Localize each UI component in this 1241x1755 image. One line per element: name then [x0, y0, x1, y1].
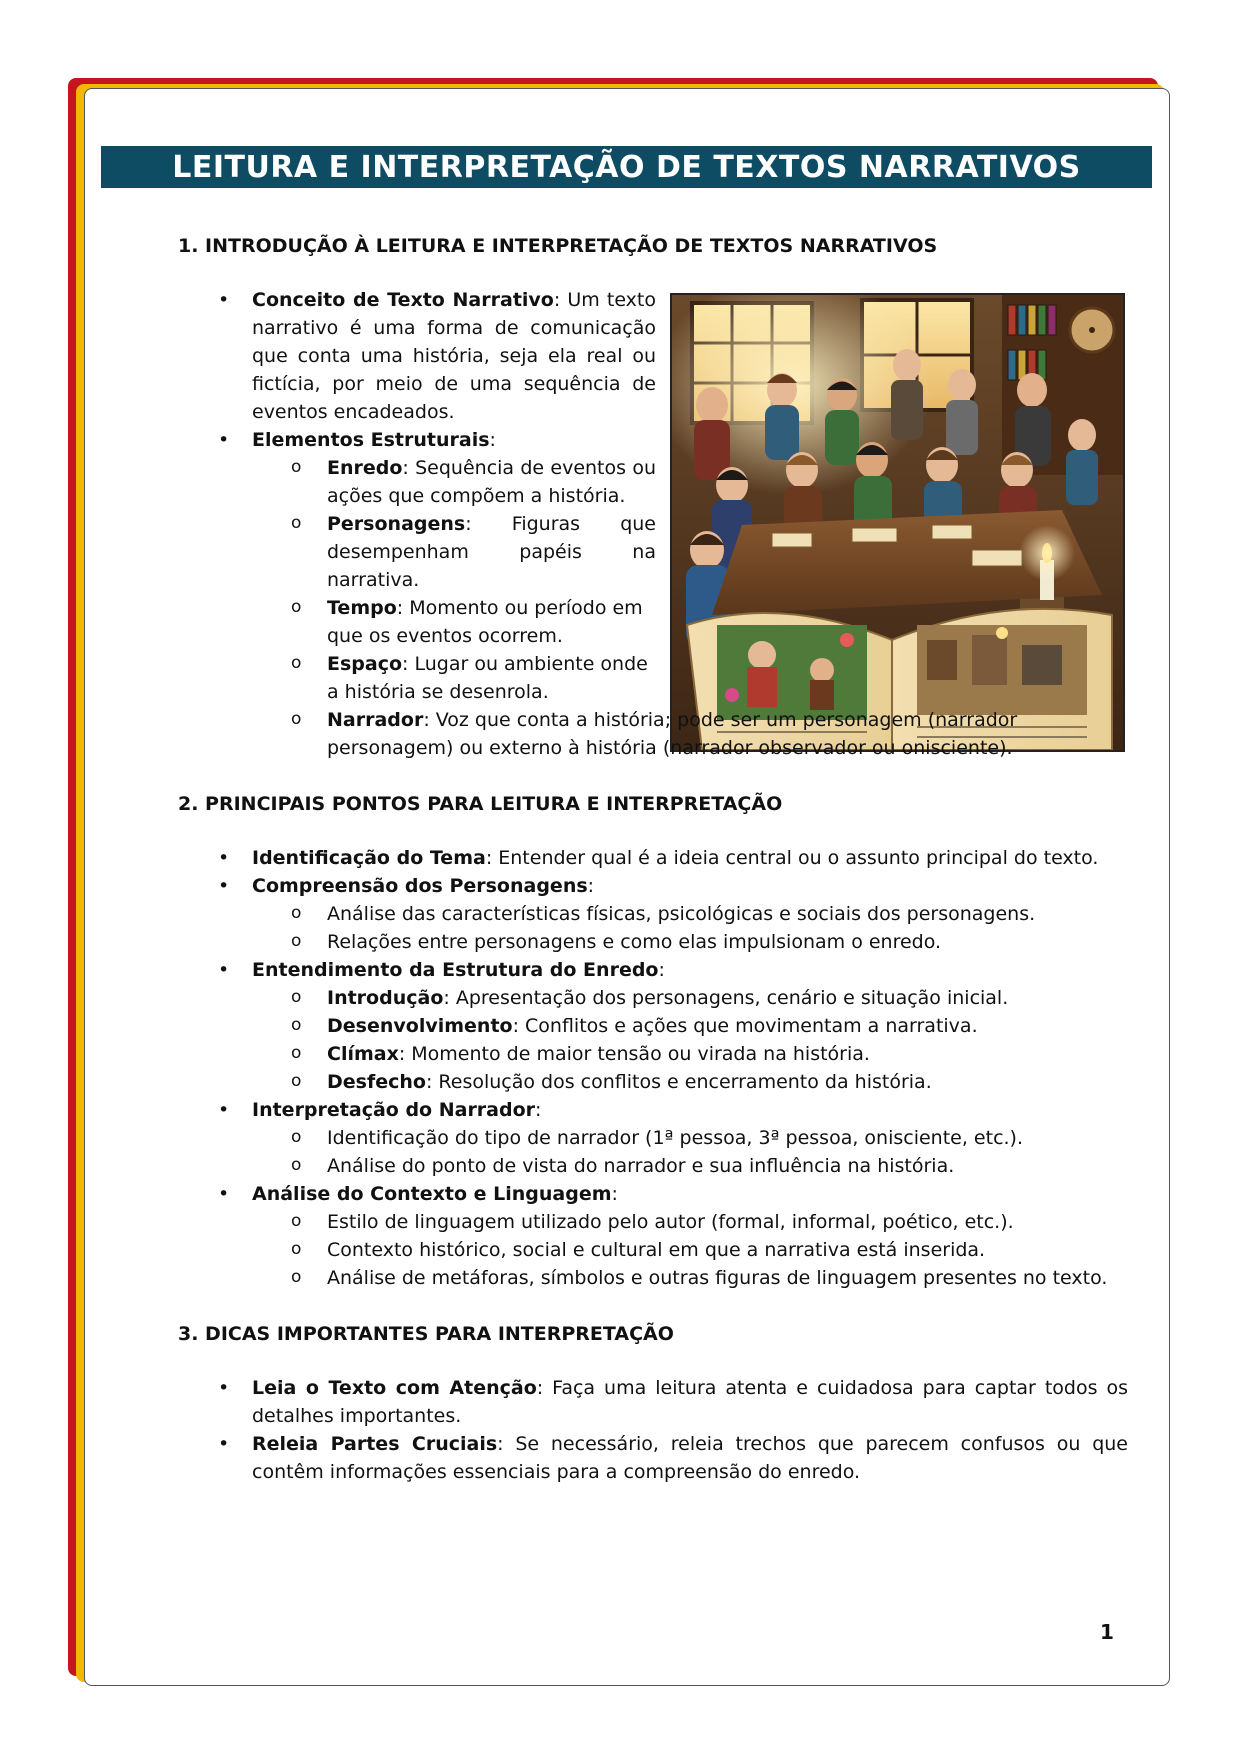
item-label: Introdução [327, 987, 444, 1009]
list-item [178, 426, 1128, 762]
sublist [252, 1208, 1128, 1292]
document-title: LEITURA E INTERPRETAÇÃO DE TEXTOS NARRATIVOS [101, 146, 1152, 188]
item-text: Análise das características físicas, psicológicas e sociais dos personagens. [327, 903, 1036, 925]
section-3-list [178, 1374, 1128, 1486]
element-text: : Lugar ou ambiente onde a história se desenrola. [327, 653, 648, 703]
list-item [252, 650, 656, 706]
list-item [178, 872, 1128, 956]
list-item [178, 286, 656, 426]
section-3-heading: 3. DICAS IMPORTANTES PARA INTERPRETAÇÃO [178, 1323, 674, 1345]
list-item [252, 1264, 1128, 1292]
page-number: 1 [1100, 1620, 1114, 1644]
list-item [178, 844, 1128, 872]
item-text: : [587, 875, 595, 897]
sublist [252, 900, 1128, 956]
element-label: Enredo [327, 457, 403, 479]
list-item [252, 900, 1128, 928]
element-label: Tempo [327, 597, 397, 619]
element-label: Espaço [327, 653, 403, 675]
list-item [252, 984, 1128, 1012]
item-text: Estilo de linguagem utilizado pelo autor (formal, informal, poético, etc.). [327, 1211, 1014, 1233]
list-item [252, 1012, 1128, 1040]
item-text: : Se necessário, releia trechos que parecem confusos ou que contêm informações essenciais para a compreensão do enredo. [252, 1433, 1128, 1483]
item-text: : [611, 1183, 618, 1205]
list-item [252, 706, 1128, 762]
item-label: Interpretação do Narrador [252, 1099, 536, 1121]
element-text: : Voz que conta a história; pode ser um personagem (narrador personagem) ou externo à história (narrador observador ou onisciente). [327, 709, 1018, 759]
item-text: : [535, 1099, 542, 1121]
list-item [252, 1208, 1128, 1236]
elements-sublist [252, 454, 1128, 762]
element-label: Narrador [327, 709, 424, 731]
item-text: : Entender qual é a ideia central ou o assunto principal do texto. [485, 847, 1099, 869]
section-1-heading: 1. INTRODUÇÃO À LEITURA E INTERPRETAÇÃO DE TEXTOS NARRATIVOS [178, 235, 938, 257]
element-text: : Sequência de eventos ou ações que compõem a história. [327, 457, 656, 507]
item-label: Identificação do Tema [252, 847, 486, 869]
item-label: Releia Partes Cruciais [252, 1433, 498, 1455]
item-text: Identificação do tipo de narrador (1ª pessoa, 3ª pessoa, onisciente, etc.). [327, 1127, 1024, 1149]
list-item [178, 1430, 1128, 1486]
list-item [252, 1040, 1128, 1068]
item-label: Clímax [327, 1043, 399, 1065]
element-text: : Figuras que desempenham papéis na narrativa. [327, 513, 656, 591]
item-label: Desfecho [327, 1071, 426, 1093]
item-text: : Conflitos e ações que movimentam a narrativa. [512, 1015, 978, 1037]
element-text: : Momento ou período em que os eventos ocorrem. [327, 597, 643, 647]
list-item [178, 1180, 1128, 1292]
item-label: Desenvolvimento [327, 1015, 513, 1037]
section-2-list [178, 844, 1128, 1292]
item-text: Análise de metáforas, símbolos e outras figuras de linguagem presentes no texto. [327, 1267, 1108, 1289]
list-item [252, 594, 656, 650]
item-text: : Apresentação dos personagens, cenário e situação inicial. [443, 987, 1009, 1009]
list-item [252, 1124, 1128, 1152]
item-label: Entendimento da Estrutura do Enredo [252, 959, 659, 981]
item-label: Análise do Contexto e Linguagem [252, 1183, 612, 1205]
item-text: : Momento de maior tensão ou virada na história. [398, 1043, 870, 1065]
list-item [252, 1236, 1128, 1264]
list-item [252, 1152, 1128, 1180]
list-item [252, 1068, 1128, 1096]
element-label: Personagens [327, 513, 466, 535]
item-text: : [658, 959, 665, 981]
list-item [178, 956, 1128, 1096]
section-1-list [178, 286, 1128, 762]
item-text: : Resolução dos conflitos e encerramento da história. [425, 1071, 932, 1093]
list-item [252, 510, 656, 594]
elements-label: Elementos Estruturais [252, 429, 490, 451]
item-text: Análise do ponto de vista do narrador e sua influência na história. [327, 1155, 955, 1177]
item-text: Contexto histórico, social e cultural em que a narrativa está inserida. [327, 1239, 986, 1261]
item-label: Leia o Texto com Atenção [252, 1377, 537, 1399]
concept-label: Conceito de Texto Narrativo [252, 289, 554, 311]
document-body [178, 232, 1128, 1486]
sublist [252, 1124, 1128, 1180]
list-item [178, 1096, 1128, 1180]
list-item [252, 928, 1128, 956]
sublist [252, 984, 1128, 1096]
list-item [178, 1374, 1128, 1430]
list-item [252, 454, 656, 510]
elements-suffix: : [489, 429, 496, 451]
item-label: Compreensão dos Personagens [252, 875, 588, 897]
section-2-heading: 2. PRINCIPAIS PONTOS PARA LEITURA E INTERPRETAÇÃO [178, 793, 783, 815]
item-text: Relações entre personagens e como elas impulsionam o enredo. [327, 931, 942, 953]
concept-text: : Um texto narrativo é uma forma de comunicação que conta uma história, seja ela real ou fictícia, por meio de uma sequência de eventos encadeados. [252, 289, 656, 423]
item-text: : Faça uma leitura atenta e cuidadosa para captar todos os detalhes importantes. [252, 1377, 1128, 1427]
